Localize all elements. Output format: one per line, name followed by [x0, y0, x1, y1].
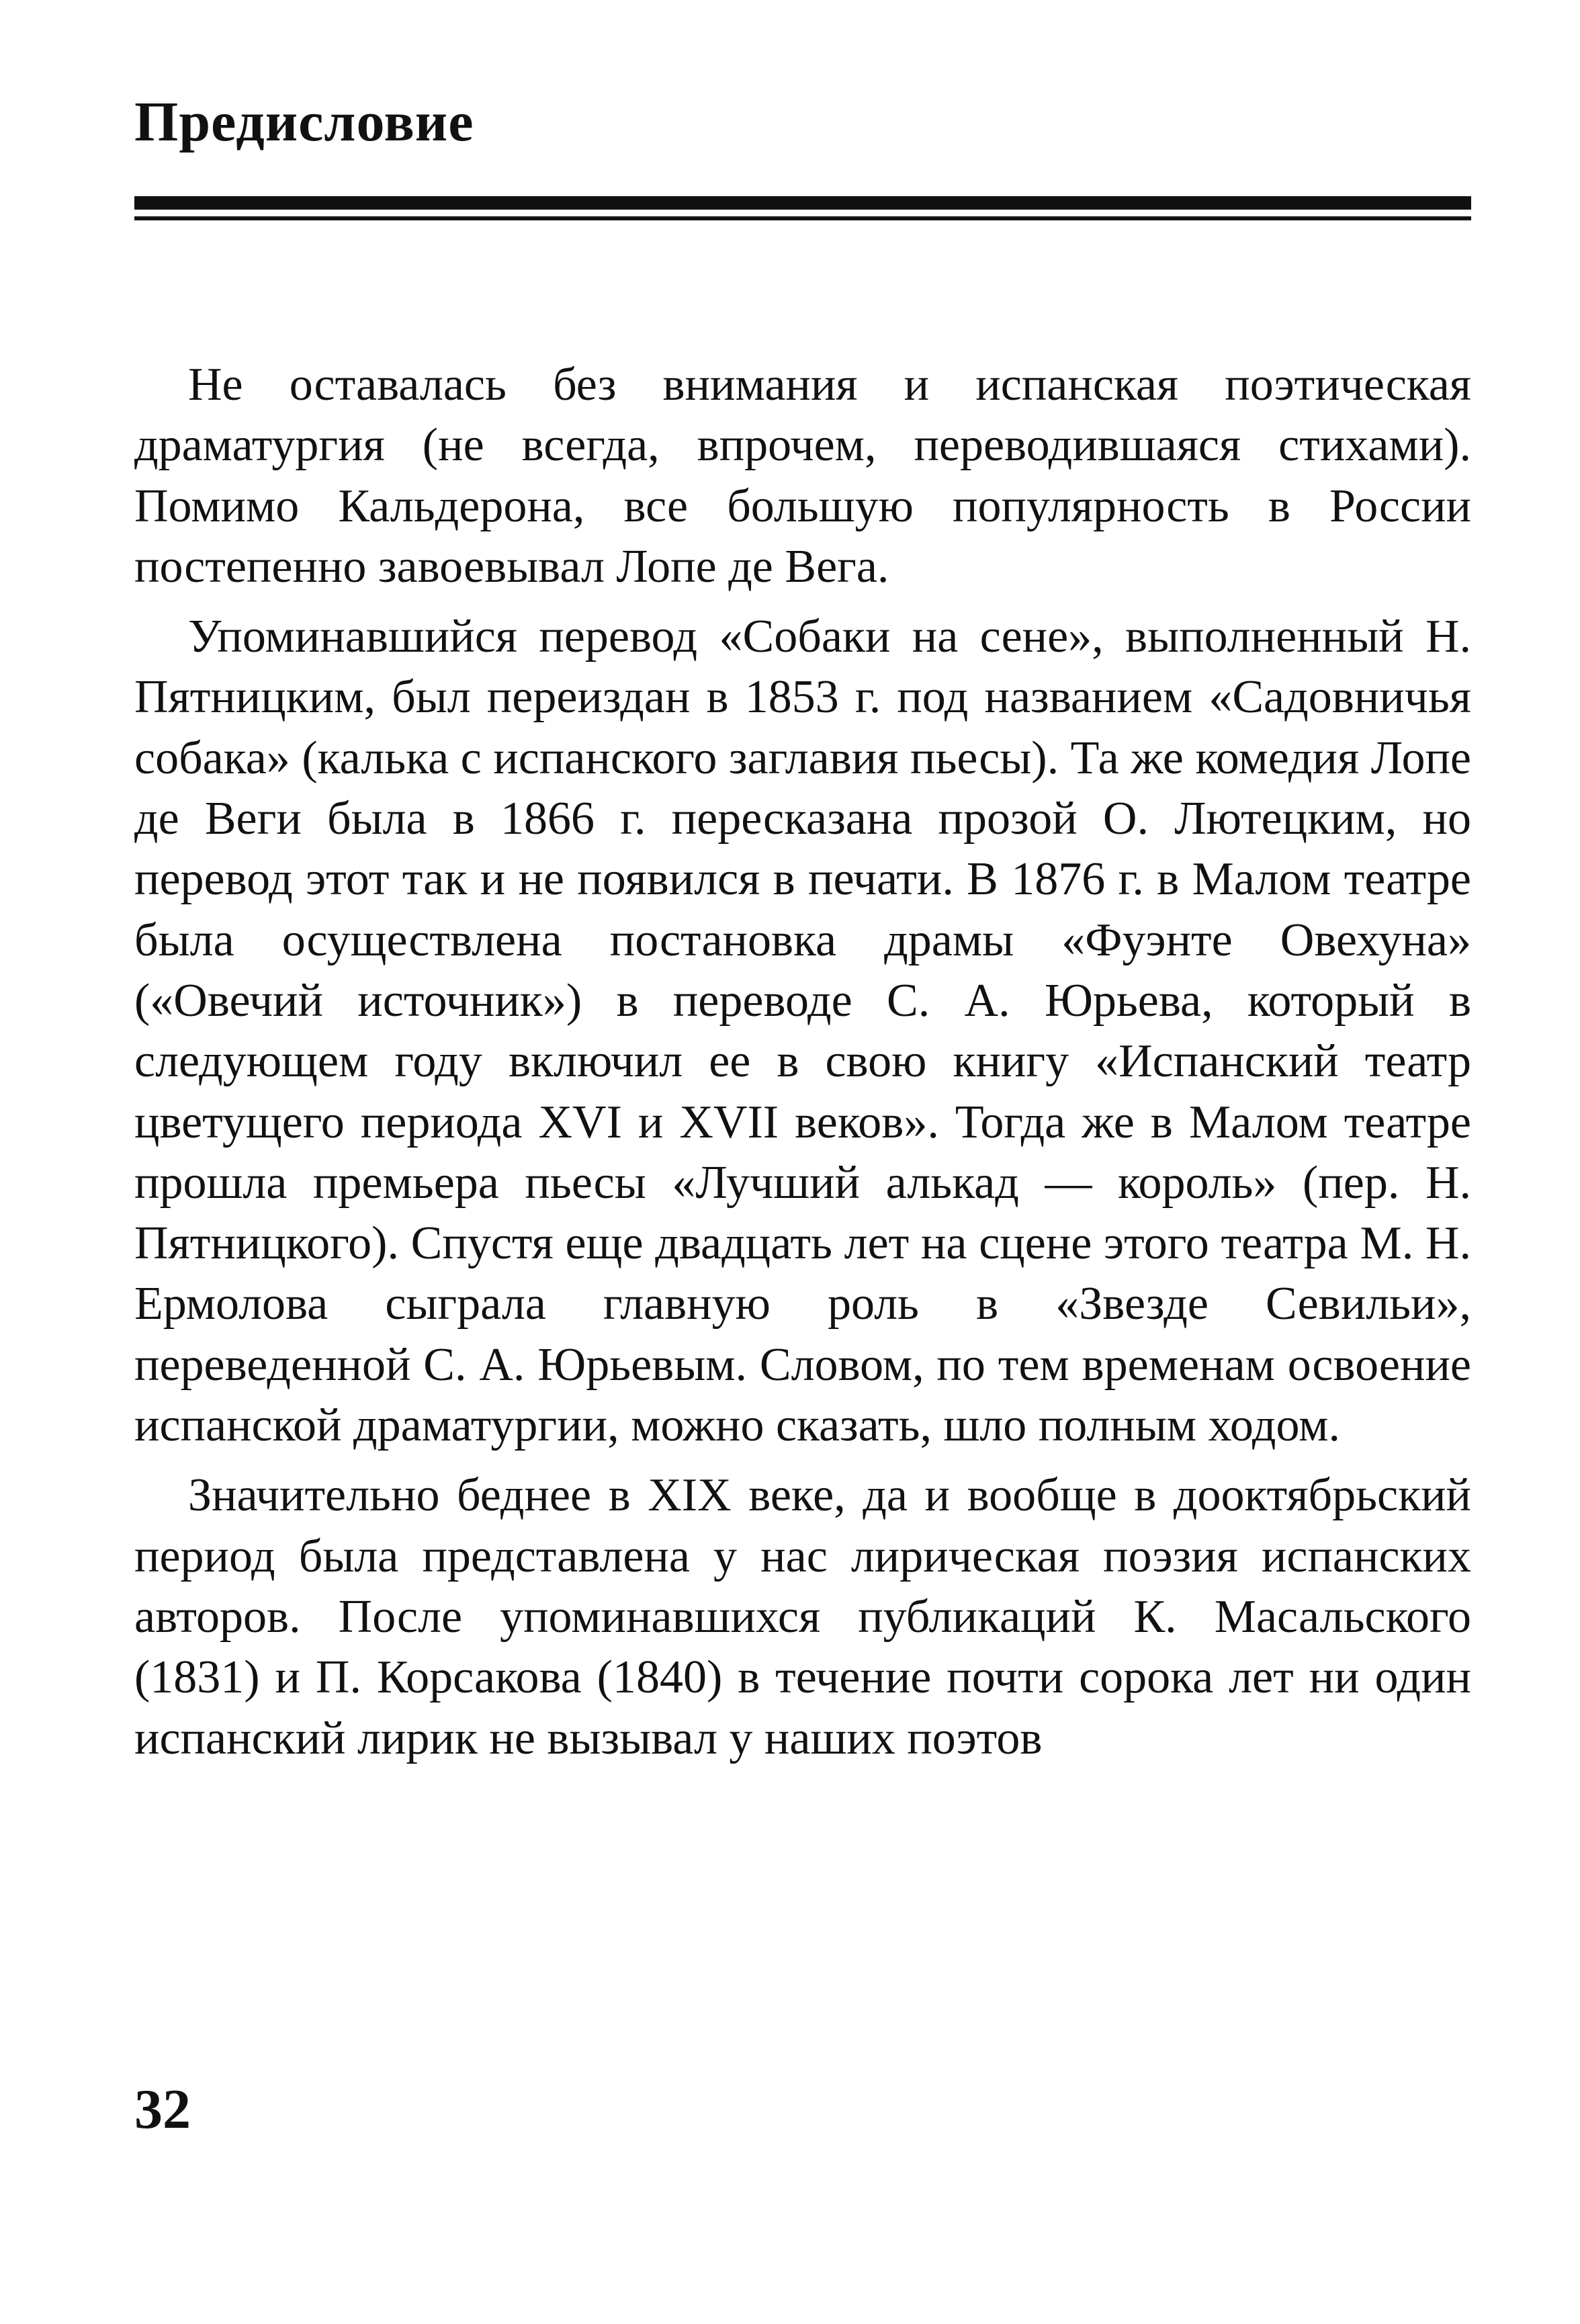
page-number: 32 [134, 2078, 191, 2141]
paragraph-3: Значительно беднее в XIX веке, да и вообще в дооктябрьский период была представлена у нас лирическая поэзия испанских авторов. После упоминавшихся публикаций К. Масальского (1831) и П. Корсакова (1840) в течение почти сорока лет ни один испанский лирик не вызывал у наших поэтов [134, 1469, 1471, 1764]
paragraph-1: Не оставалась без внимания и испанская поэтическая драматургия (не всегда, впрочем, переводившаяся стихами). Помимо Кальдерона, все большую популярность в России постепенно завоевывал Лопе де Вега. [134, 359, 1471, 593]
paragraph-2: Упоминавшийся перевод «Собаки на сене», выполненный Н. Пятницким, был переиздан в 1853 г. под названием «Садовничья собака» (калька с испанского заглавия пьесы). Та же комедия Лопе де Веги была в 1866 г. пересказана прозой О. Лютецким, но перевод этот так и не появился в печати. В 1876 г. в Малом театре была осуществлена постановка драмы «Фуэнте Овехуна» («Овечий источник») в переводе С. А. Юрьева, который в следующем году включил ее в свою книгу «Испанский театр цветущего периода XVI и XVII веков». Тогда же в Малом театре прошла премьера пьесы «Лучший алькад — король» (пер. Н. Пятницкого). Спустя еще двадцать лет на сцене этого театра М. Н. Ермолова сыграла главную роль в «Звезде Севильи», переведенной С. А. Юрьевым. Словом, по тем временам освоение испанской драматургии, можно сказать, шло полным ходом. [134, 611, 1471, 1452]
running-head-title: Предисловие [134, 91, 474, 153]
body-text [134, 355, 1471, 1769]
header-rule-thin [134, 216, 1471, 220]
header-rule-thick [134, 196, 1471, 210]
